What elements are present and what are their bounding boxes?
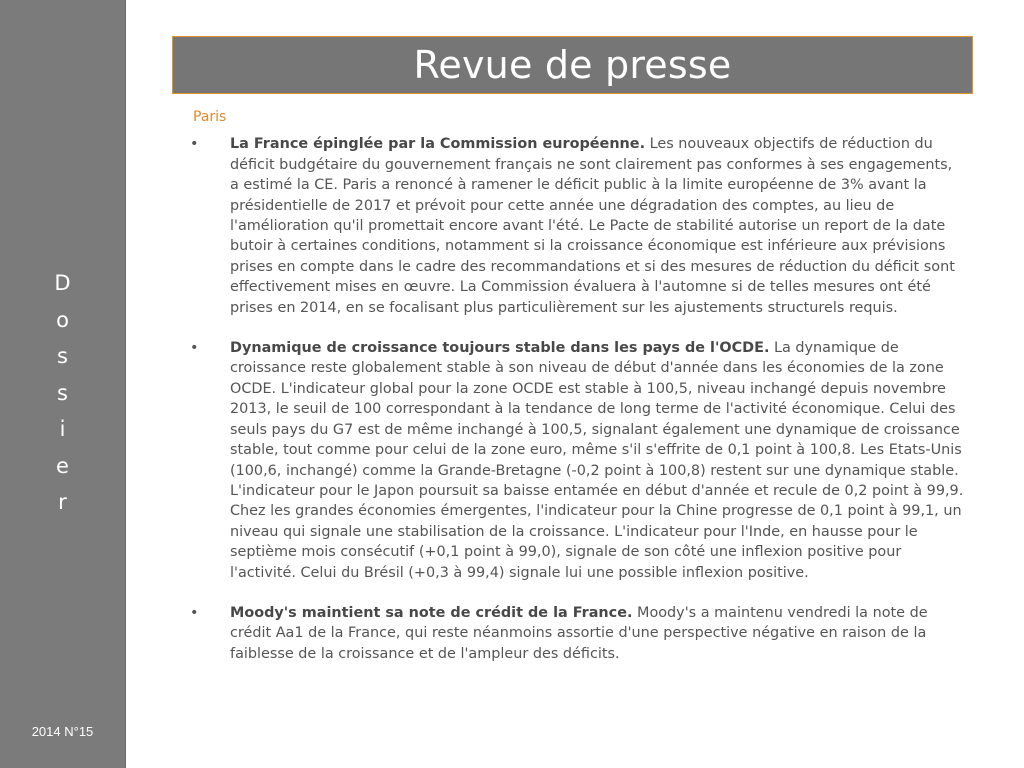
news-item-text: La dynamique de croissance reste globalement stable à son niveau de début d'année dans les économies de la zone OCDE. L'indicateur global pour la zone OCDE est stable à 100,5, niveau inchangé depuis novembre 2013, le seuil de 100 correspondant à la tendance de long terme de l'activité économique. Celui des seuls pays du G7 est de même inchangé à 100,5, signalant également une dynamique de croissance stable, tout comme pour celui de la zone euro, même s'il s'effrite de 0,1 point à 100,8. Les Etats-Unis (100,6, inchangé) comme la Grande-Bretagne (-0,2 point à 100,8) restent sur une dynamique stable. L'indicateur pour le Japon poursuit sa baisse entamée en début d'année et recule de 0,2 point à 99,9. Chez les grandes économies émergentes, l'indicateur pour la Chine progresse de 0,1 point à 99,1, un niveau qui signale une stabilisation de la croissance. L'indicateur pour l'Inde, en hausse pour le septième mois consécutif (+0,1 point à 99,0), signale de son côté une inflexion positive pour l'activité. Celui du Brésil (+0,3 à 99,4) signale lui une possible inflexion positive. (230, 340, 964, 581)
bullet-icon: • (190, 604, 199, 621)
page-header (172, 36, 973, 94)
news-item (190, 338, 965, 583)
news-item-title: Moody's maintient sa note de crédit de la France. (230, 604, 633, 621)
news-item-text: Moody's a maintenu vendredi la note de crédit Aa1 de la France, qui reste néanmoins assortie d'une perspective négative en raison de la faiblesse de la croissance et de l'ampleur des déficits. (230, 604, 928, 662)
news-item-title: Dynamique de croissance toujours stable dans les pays de l'OCDE. (230, 340, 770, 357)
sidebar-letter: s (57, 344, 68, 368)
sidebar-letter: o (56, 307, 69, 332)
section-label: Paris (193, 109, 227, 125)
news-item-text: Les nouveaux objectifs de réduction du déficit budgétaire du gouvernement français ne sont clairement pas conformes à ses engagements, a estimé la CE. Paris a renoncé à ramener le déficit public à la limite européenne de 3% avant la présidentielle de 2017 et prévoit pour cette année une dégradation des comptes, au lieu de l'amélioration qu'il promettait encore avant l'été. Le Pacte de stabilité autorise un report de la date butoir à certaines conditions, notamment si la croissance économique est inférieure aux prévisions prises en compte dans le cadre des recommandations et si des mesures de réduction du déficit sont effectivement mises en œuvre. La Commission évaluera à l'automne si de telles mesures ont été prises en 2014, en se focalisant plus particulièrement sur les ajustements structurels requis. (230, 136, 955, 316)
page-title: Revue de presse (413, 43, 732, 87)
news-item (190, 134, 965, 318)
sidebar (0, 0, 126, 768)
sidebar-letter: s (57, 380, 68, 405)
bullet-icon: • (190, 340, 199, 357)
sidebar-letter: r (58, 490, 67, 514)
bullet-icon: • (190, 136, 199, 153)
issue-number: 2014 N°15 (31, 724, 94, 739)
sidebar-letter: e (56, 453, 69, 478)
article-content (190, 107, 965, 684)
news-item-title: La France épinglée par la Commission européenne. (230, 136, 646, 153)
sidebar-vertical-title (0, 265, 125, 521)
sidebar-letter: D (54, 271, 71, 295)
news-item (190, 603, 965, 664)
sidebar-letter: i (59, 417, 66, 441)
